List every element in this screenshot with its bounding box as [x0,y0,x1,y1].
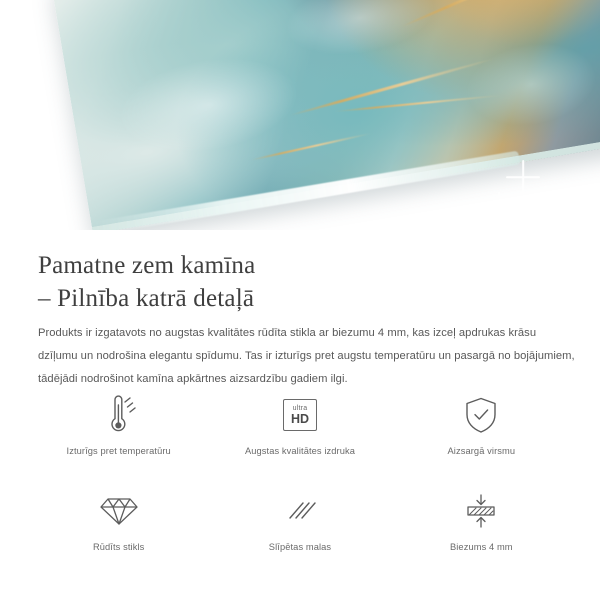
shield-check-icon [462,392,500,438]
ultra-hd-badge-icon [283,392,317,438]
sparkle-icon [534,186,556,208]
sparkle-icon [492,192,506,206]
thickness-arrows-icon [460,488,502,534]
headline-line-1: Pamatne zem kamīna [38,251,256,279]
feature-item-thickness [391,488,572,552]
feature-item-tempered-glass [28,488,209,552]
feature-item-print-quality [209,392,390,456]
feature-item-temperature [28,392,209,456]
headline-line-2: – Pilnība katrā detaļā [38,284,255,312]
feature-label: Aizsargā virsmu [447,446,516,456]
page-title [38,249,578,315]
feature-item-polished-edges [209,488,390,552]
badge-top-text: ultra [292,404,308,412]
feature-label: Biezums 4 mm [449,542,513,552]
polished-edges-icon [279,488,321,534]
feature-label: Augstas kvalitātes izdruka [244,446,356,456]
feature-item-surface-protection [391,392,572,456]
badge-main-text: HD [290,411,310,426]
diamond-icon [98,488,140,534]
thermometer-icon [99,392,139,438]
hero-image [0,0,600,230]
feature-label: Rūdīts stikls [92,542,145,552]
feature-grid [28,392,572,552]
feature-label: Slīpētas malas [268,542,332,552]
product-description: Produkts ir izgatavots no augstas kvalitātes rūdīta stikla ar biezumu 4 mm, kas izceļ apdrukas krāsu dzīļumu un nodrošina elegantu spīdumu. Tas ir izturīgs pret augstu temperatūru un pasargā no bojājumiem, tādējādi nodrošinot kamīna apkārtnes aizsardzību gadiem ilgi. [38,327,575,386]
feature-label: Izturīgs pret temperatūru [66,446,171,456]
